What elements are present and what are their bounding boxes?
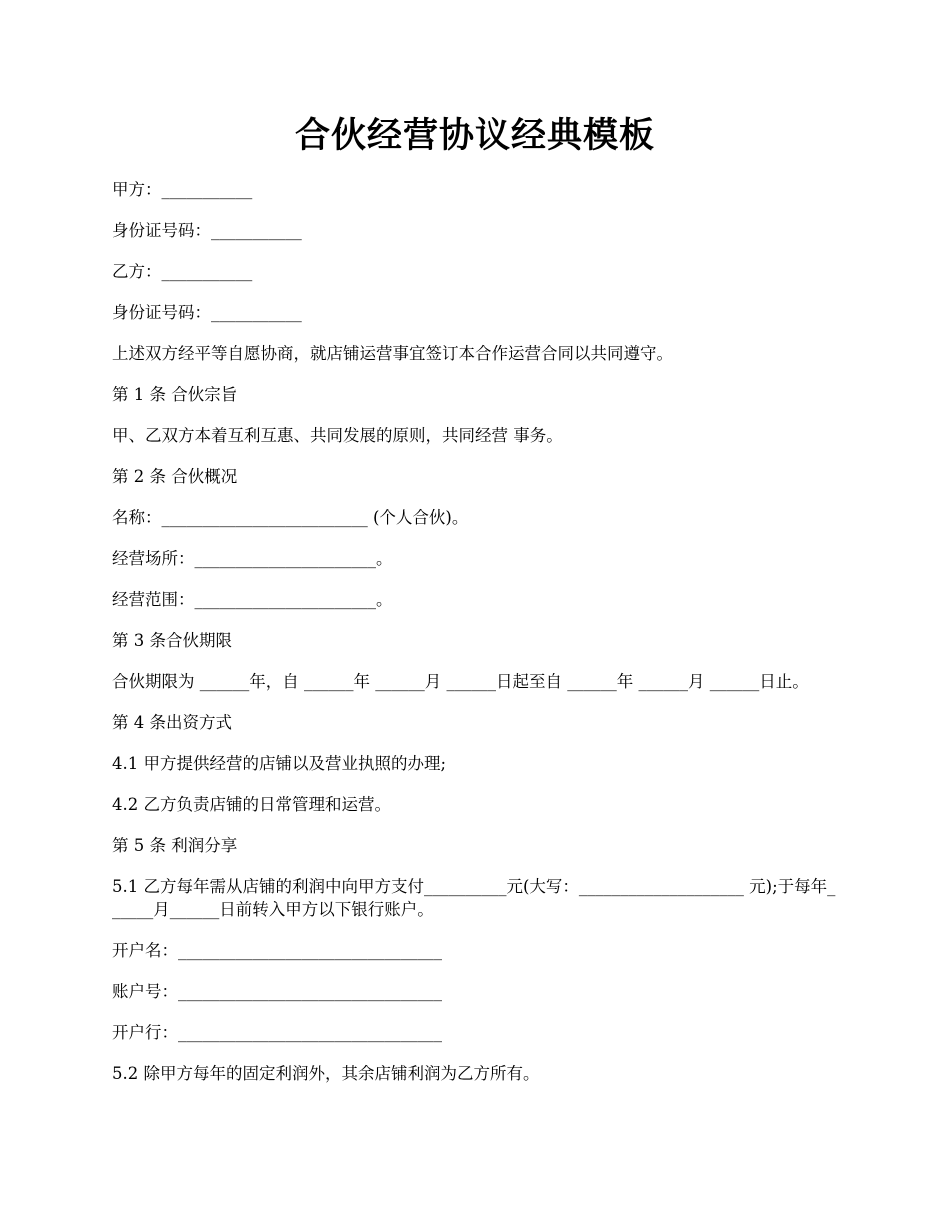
clause-5-2: 5.2 除甲方每年的固定利润外，其余店铺利润为乙方所有。 <box>112 1064 540 1083</box>
article-5-heading: 第 5 条 利润分享 <box>112 836 238 855</box>
document-body <box>112 178 838 1103</box>
clause-4-2: 4.2 乙方负责店铺的日常管理和运营。 <box>112 795 391 814</box>
partnership-name-line: 名称：_________________________ (个人合伙)。 <box>112 508 469 527</box>
article-2-heading: 第 2 条 合伙概况 <box>112 467 238 486</box>
document-title: 合伙经营协议经典模板 <box>294 115 655 156</box>
party-a-line: 甲方：___________ <box>112 180 253 199</box>
partnership-term-paragraph: 合伙期限为 ______年，自 ______年 ______月 ______日起至自 ______年 ______月 ______日止。 <box>112 672 809 691</box>
article-3-heading: 第 3 条合伙期限 <box>112 631 232 650</box>
bank-line: 开户行：________________________________ <box>112 1023 442 1042</box>
account-name-line: 开户名：________________________________ <box>112 941 442 960</box>
party-a-id-line: 身份证号码：___________ <box>112 221 302 240</box>
party-b-id-line: 身份证号码：___________ <box>112 303 302 322</box>
clause-4-1: 4.1 甲方提供经营的店铺以及营业执照的办理; <box>112 754 447 773</box>
business-scope-line: 经营范围：______________________。 <box>112 590 393 609</box>
article-1-text: 甲、乙双方本着互利互惠、共同发展的原则，共同经营 事务。 <box>112 426 563 445</box>
article-4-heading: 第 4 条出资方式 <box>112 713 232 732</box>
account-number-line: 账户号：________________________________ <box>112 982 442 1001</box>
business-location-line: 经营场所：______________________。 <box>112 549 393 568</box>
preamble-paragraph: 上述双方经平等自愿协商，就店铺运营事宜签订本合作运营合同以共同遵守。 <box>112 344 673 363</box>
clause-5-1: 5.1 乙方每年需从店铺的利润中向甲方支付__________元(大写：____________________ 元);于每年______月______日前转入甲方以下银行账户。 <box>112 877 836 919</box>
party-b-line: 乙方：___________ <box>112 262 253 281</box>
article-1-heading: 第 1 条 合伙宗旨 <box>112 385 238 404</box>
